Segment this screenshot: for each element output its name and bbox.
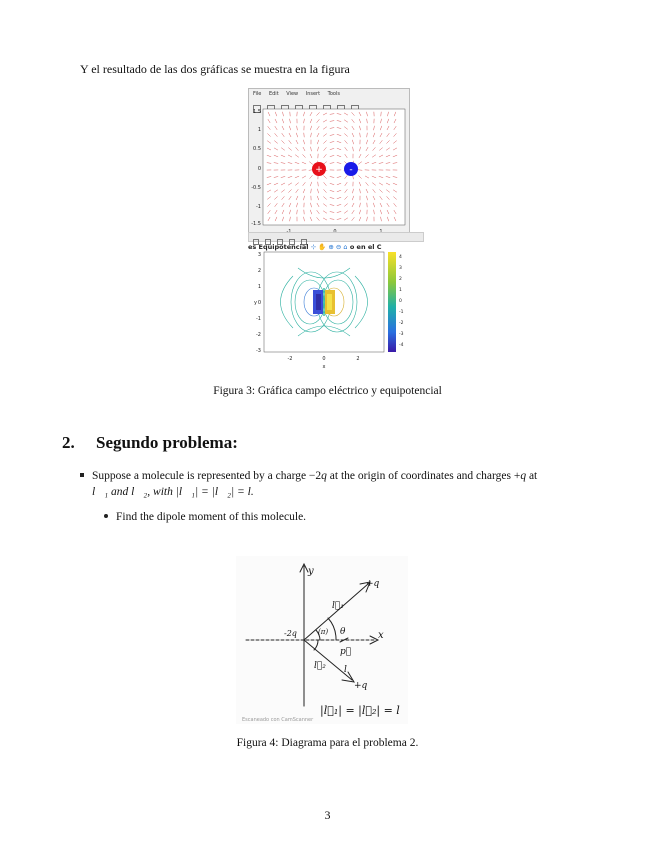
- contour-title: es Equipotencial: [248, 243, 309, 251]
- theta-label: θ: [340, 627, 346, 637]
- bottom-xlabel: x: [322, 364, 326, 370]
- colorbar-tick: -2: [399, 321, 404, 326]
- figure3-caption: Figura 3: Gráfica campo eléctrico y equipotencial: [213, 385, 442, 397]
- colorbar-tick: 3: [399, 266, 402, 271]
- bottom-x-tick: 2: [356, 356, 360, 362]
- l-label: l: [344, 665, 347, 675]
- origin-charge-label: -2q: [284, 629, 297, 638]
- section-title: Segundo problema:: [96, 433, 238, 452]
- quiver-axes-box: [263, 109, 405, 225]
- bullet1-text-a: Suppose a molecule is represented by a charge −2: [92, 470, 322, 482]
- quiver-plot: [249, 107, 409, 239]
- figure4-caption: Figura 4: Diagrama para el problema 2.: [236, 737, 419, 749]
- round-bullet-icon: [104, 514, 108, 518]
- page-number: 3: [324, 808, 331, 822]
- bullet2-text: Find the dipole moment of this molecule.: [116, 511, 307, 523]
- bottom-x-tick: -2: [287, 356, 293, 362]
- bottom-x-tick: 0: [322, 356, 326, 362]
- colorbar-tick: -1: [399, 310, 404, 315]
- camscanner-watermark: Escaneado con CamScanner: [242, 717, 314, 723]
- bottom-y-tick: -2: [256, 332, 261, 338]
- bottom-charge-label: +q: [354, 681, 368, 691]
- negative-charge-symbol: -: [349, 165, 353, 175]
- intro-paragraph: Y el resultado de las dos gráficas se muestra en la figura: [80, 62, 350, 76]
- menu-view[interactable]: View: [286, 91, 299, 97]
- figure-menu-bar: [249, 89, 409, 99]
- menu-insert[interactable]: Insert: [305, 91, 321, 97]
- bullet-item-2: [104, 509, 306, 525]
- bottom-y-tick: 0: [257, 300, 261, 306]
- section-number: 2.: [62, 433, 75, 452]
- figure3-top-window: [248, 88, 410, 240]
- bottom-ylabel: y: [254, 300, 257, 306]
- menu-tools[interactable]: Tools: [327, 91, 340, 97]
- bullet1-q1: q: [321, 470, 327, 482]
- bullet1-q2: q: [520, 470, 527, 482]
- positive-charge-symbol: +: [315, 165, 323, 175]
- axes-toolbar-icons[interactable]: ⊹ ✋ ⊕ ⊖ ⌂: [310, 243, 348, 251]
- figure4-diagram: [236, 556, 408, 724]
- top-y-tick: 1: [257, 127, 261, 133]
- menu-edit[interactable]: Edit: [268, 91, 279, 97]
- l2-label: l⃗₂: [314, 661, 326, 671]
- magnitude-equation: |l⃗₁| = |l⃗₂| = l: [320, 704, 400, 717]
- top-charge-label: +q: [366, 579, 380, 589]
- top-y-tick: 1.5: [253, 109, 261, 115]
- bottom-toolbar: [248, 232, 424, 242]
- colorbar-tick: 1: [399, 288, 402, 293]
- top-y-tick: -1.5: [251, 221, 261, 227]
- colorbar-tick: 4: [399, 255, 402, 260]
- contour-title-tail: o en el C: [349, 243, 382, 251]
- bullet1-text-c: at: [526, 470, 538, 482]
- top-y-tick: 0: [257, 166, 261, 172]
- colorbar-tick: -4: [399, 343, 404, 348]
- bullet1-line2: l⃗₁ and l⃗₂, with |l⃗₁| = |l⃗₂| = l.: [92, 486, 254, 498]
- bullet1-text-b: at the origin of coordinates and charges +: [326, 470, 521, 482]
- bottom-y-tick: 3: [257, 252, 261, 258]
- bullet-item-1: [80, 468, 600, 484]
- section-heading: [62, 433, 238, 453]
- x-axis-label: x: [378, 630, 384, 641]
- colorbar-tick: 2: [399, 277, 402, 282]
- y-axis-label: y: [308, 566, 314, 577]
- l1-label: l⃗₁: [332, 601, 344, 611]
- bottom-y-tick: 2: [257, 268, 261, 274]
- top-y-tick: -1: [256, 204, 261, 210]
- menu-file[interactable]: File: [253, 91, 262, 97]
- figure3-bottom-window: [248, 232, 424, 372]
- top-y-tick: 0.5: [253, 146, 261, 152]
- bottom-y-tick: 1: [257, 284, 261, 290]
- contour-plot: [248, 248, 424, 372]
- colorbar-tick: -3: [399, 332, 404, 337]
- top-y-tick: -0.5: [251, 185, 261, 191]
- theta-inner-label: (π): [318, 628, 329, 636]
- colorbar-tick: 0: [399, 299, 402, 304]
- p-vector-label: p⃗: [340, 647, 352, 657]
- bottom-y-tick: -3: [256, 348, 261, 354]
- square-bullet-icon: [80, 473, 84, 477]
- colorbar: [388, 252, 396, 352]
- bottom-y-tick: -1: [256, 316, 261, 322]
